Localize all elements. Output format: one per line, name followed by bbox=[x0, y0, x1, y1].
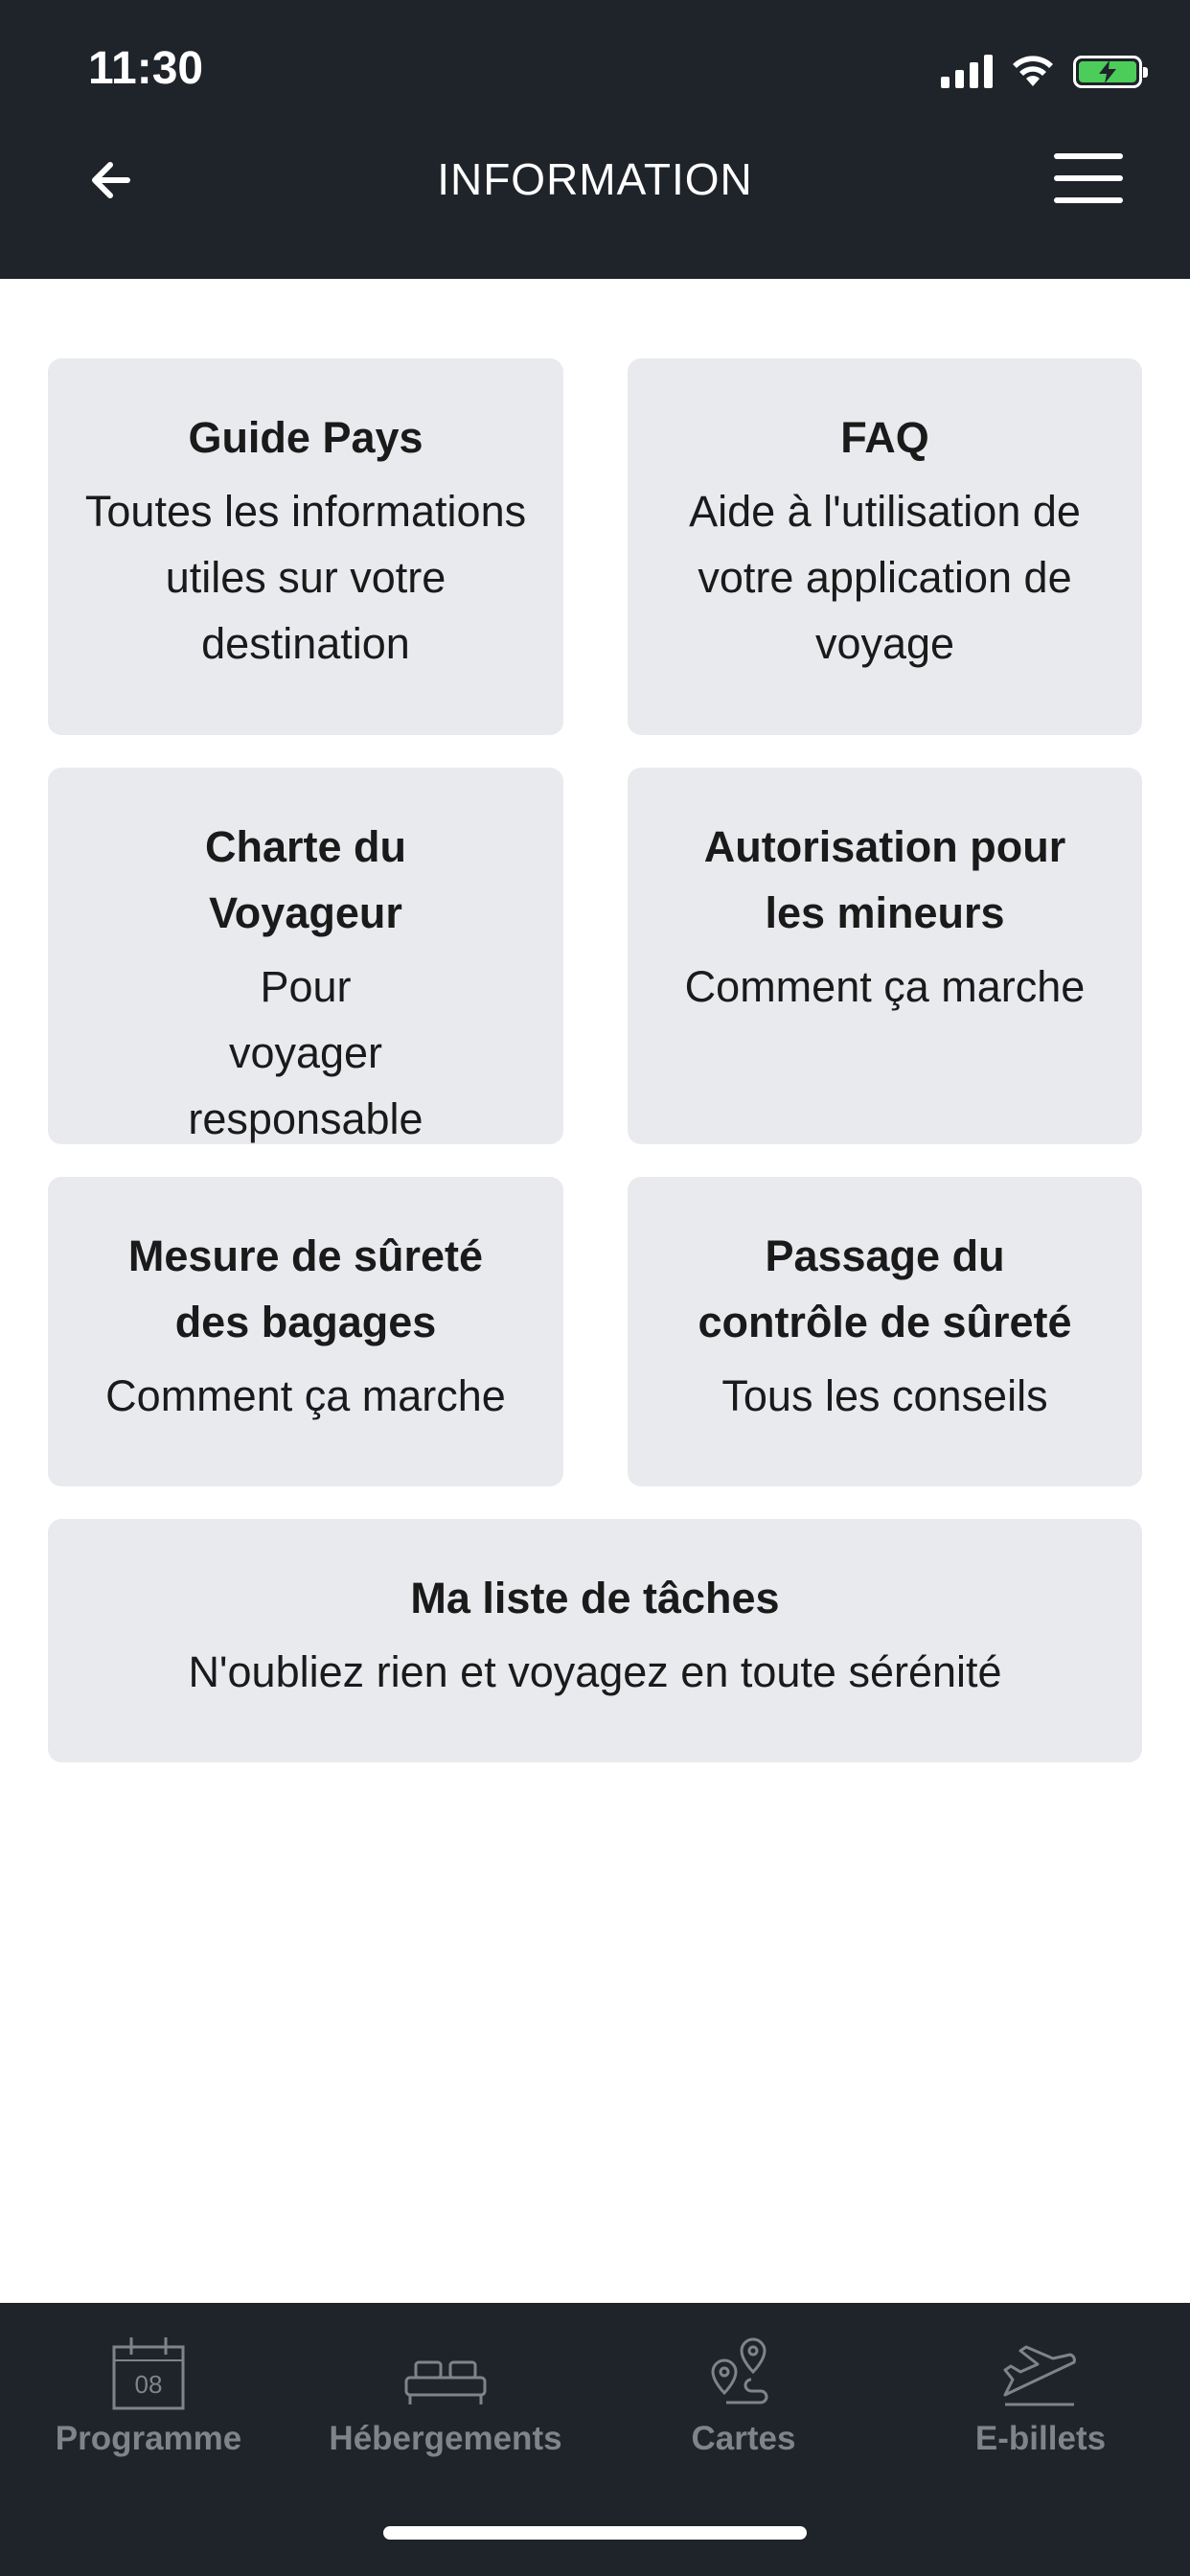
card-description: N'oubliez rien et voyagez en toute sérénité bbox=[188, 1647, 1002, 1696]
card-faq[interactable] bbox=[628, 358, 1142, 735]
card-surete-bagages[interactable] bbox=[48, 1177, 563, 1486]
card-title: Passage du contrôle de sûreté bbox=[698, 1231, 1072, 1346]
page-title: INFORMATION bbox=[437, 154, 753, 204]
calendar-day: 08 bbox=[134, 2370, 163, 2399]
cellular-signal-icon bbox=[941, 54, 993, 88]
card-description: Aide à l'utilisation de votre application de voyage bbox=[689, 487, 1081, 668]
card-liste-taches[interactable] bbox=[48, 1519, 1142, 1762]
tab-programme[interactable] bbox=[0, 2303, 297, 2495]
card-description: Pour voyager responsable bbox=[188, 962, 423, 1143]
app-header bbox=[0, 0, 1190, 279]
card-controle-surete[interactable] bbox=[628, 1177, 1142, 1486]
plane-icon bbox=[997, 2335, 1084, 2412]
card-description: Toutes les informations utiles sur votre destination bbox=[84, 487, 527, 668]
status-icons bbox=[941, 54, 1142, 88]
card-title: Guide Pays bbox=[188, 413, 423, 462]
tab-label: E-billets bbox=[974, 2420, 1107, 2457]
card-description: Comment ça marche bbox=[105, 1371, 506, 1420]
tab-cartes[interactable] bbox=[595, 2303, 892, 2495]
battery-icon bbox=[1073, 56, 1142, 88]
home-indicator[interactable] bbox=[383, 2526, 807, 2540]
map-pin-icon bbox=[705, 2335, 782, 2412]
card-autorisation-mineurs[interactable] bbox=[628, 768, 1142, 1144]
card-title: Ma liste de tâches bbox=[410, 1574, 780, 1622]
menu-button[interactable] bbox=[1054, 153, 1123, 203]
tab-hebergements[interactable] bbox=[297, 2303, 594, 2495]
card-description: Comment ça marche bbox=[684, 962, 1086, 1011]
card-title: Mesure de sûreté des bagages bbox=[127, 1231, 484, 1346]
card-description: Tous les conseils bbox=[721, 1371, 1048, 1420]
calendar-icon bbox=[110, 2335, 187, 2412]
status-time: 11:30 bbox=[88, 43, 204, 94]
bed-icon bbox=[402, 2335, 489, 2412]
card-guide-pays[interactable] bbox=[48, 358, 563, 735]
card-title: FAQ bbox=[840, 413, 929, 462]
wifi-icon bbox=[1010, 54, 1056, 88]
card-title: Autorisation pour les mineurs bbox=[703, 822, 1066, 937]
card-charte-voyageur[interactable] bbox=[48, 768, 563, 1144]
tab-e-billets[interactable] bbox=[892, 2303, 1189, 2495]
hamburger-menu-icon bbox=[1054, 153, 1123, 159]
tab-label: Hébergements bbox=[329, 2420, 562, 2457]
tab-label: Programme bbox=[55, 2420, 242, 2457]
tab-label: Cartes bbox=[691, 2420, 796, 2457]
card-title: Charte du Voyageur bbox=[204, 822, 406, 937]
